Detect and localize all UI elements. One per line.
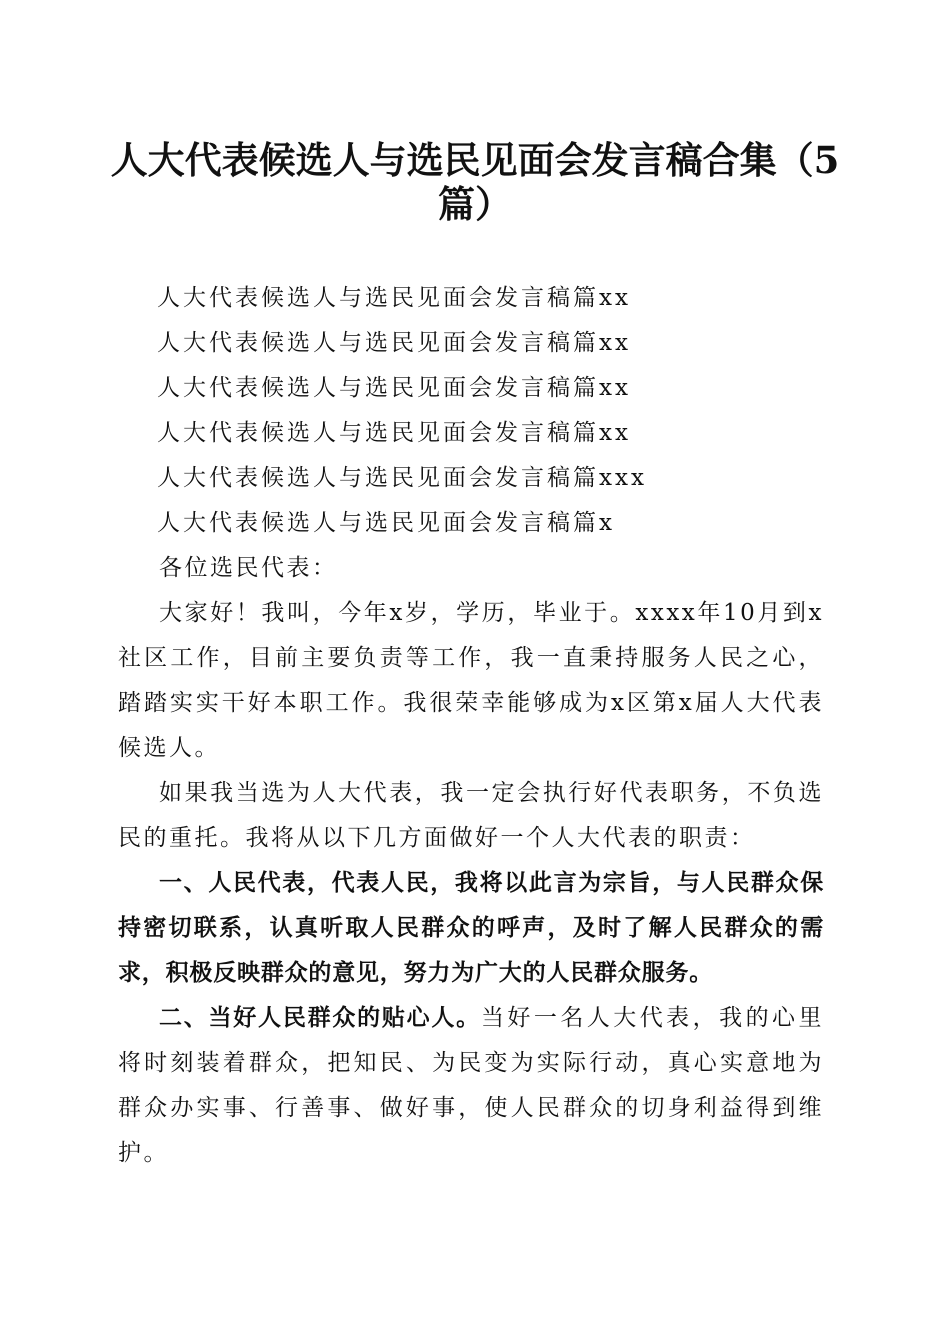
salutation: 各位选民代表： <box>159 555 338 581</box>
toc-item: 人大代表候选人与选民见面会发言稿篇xx <box>157 420 631 446</box>
paragraph-point-one: 一、人民代表，代表人民，我将以此言为宗旨，与人民群众保持密切联系，认真听取人民群众的呼声，及时了解人民群众的需求，积极反映群众的意见，努力为广大的人民群众服务。 <box>118 870 824 986</box>
paragraph-introduction: 大家好！我叫，今年x岁，学历，毕业于。xxxx年10月到x社区工作，目前主要负责等工作，我一直秉持服务人民之心，踏踏实实干好本职工作。我很荣幸能够成为x区第x届人大代表候选人。 <box>118 600 824 761</box>
toc-item: 人大代表候选人与选民见面会发言稿篇xxx <box>157 465 647 491</box>
point-two-heading: 二、当好人民群众的贴心人。 <box>159 1005 481 1031</box>
toc-item: 人大代表候选人与选民见面会发言稿篇xx <box>157 330 631 356</box>
toc-item: 人大代表候选人与选民见面会发言稿篇xx <box>157 285 631 311</box>
table-of-contents <box>157 276 647 546</box>
point-two-text: 当好一名人大代表，我的心里将时刻装着群众，把知民、为民变为实际行动，真心实意地为群众办实事、行善事、做好事，使人民群众的切身利益得到维护。 <box>118 1005 825 1166</box>
document-title: 人大代表候选人与选民见面会发言稿合集（5篇） <box>110 138 840 226</box>
paragraph-point-two <box>118 996 824 1176</box>
toc-item: 人大代表候选人与选民见面会发言稿篇xx <box>157 375 631 401</box>
paragraph-commitment: 如果我当选为人大代表，我一定会执行好代表职务，不负选民的重托。我将从以下几方面做好一个人大代表的职责： <box>118 780 824 851</box>
document-body <box>118 546 824 1176</box>
toc-item: 人大代表候选人与选民见面会发言稿篇x <box>157 510 615 536</box>
